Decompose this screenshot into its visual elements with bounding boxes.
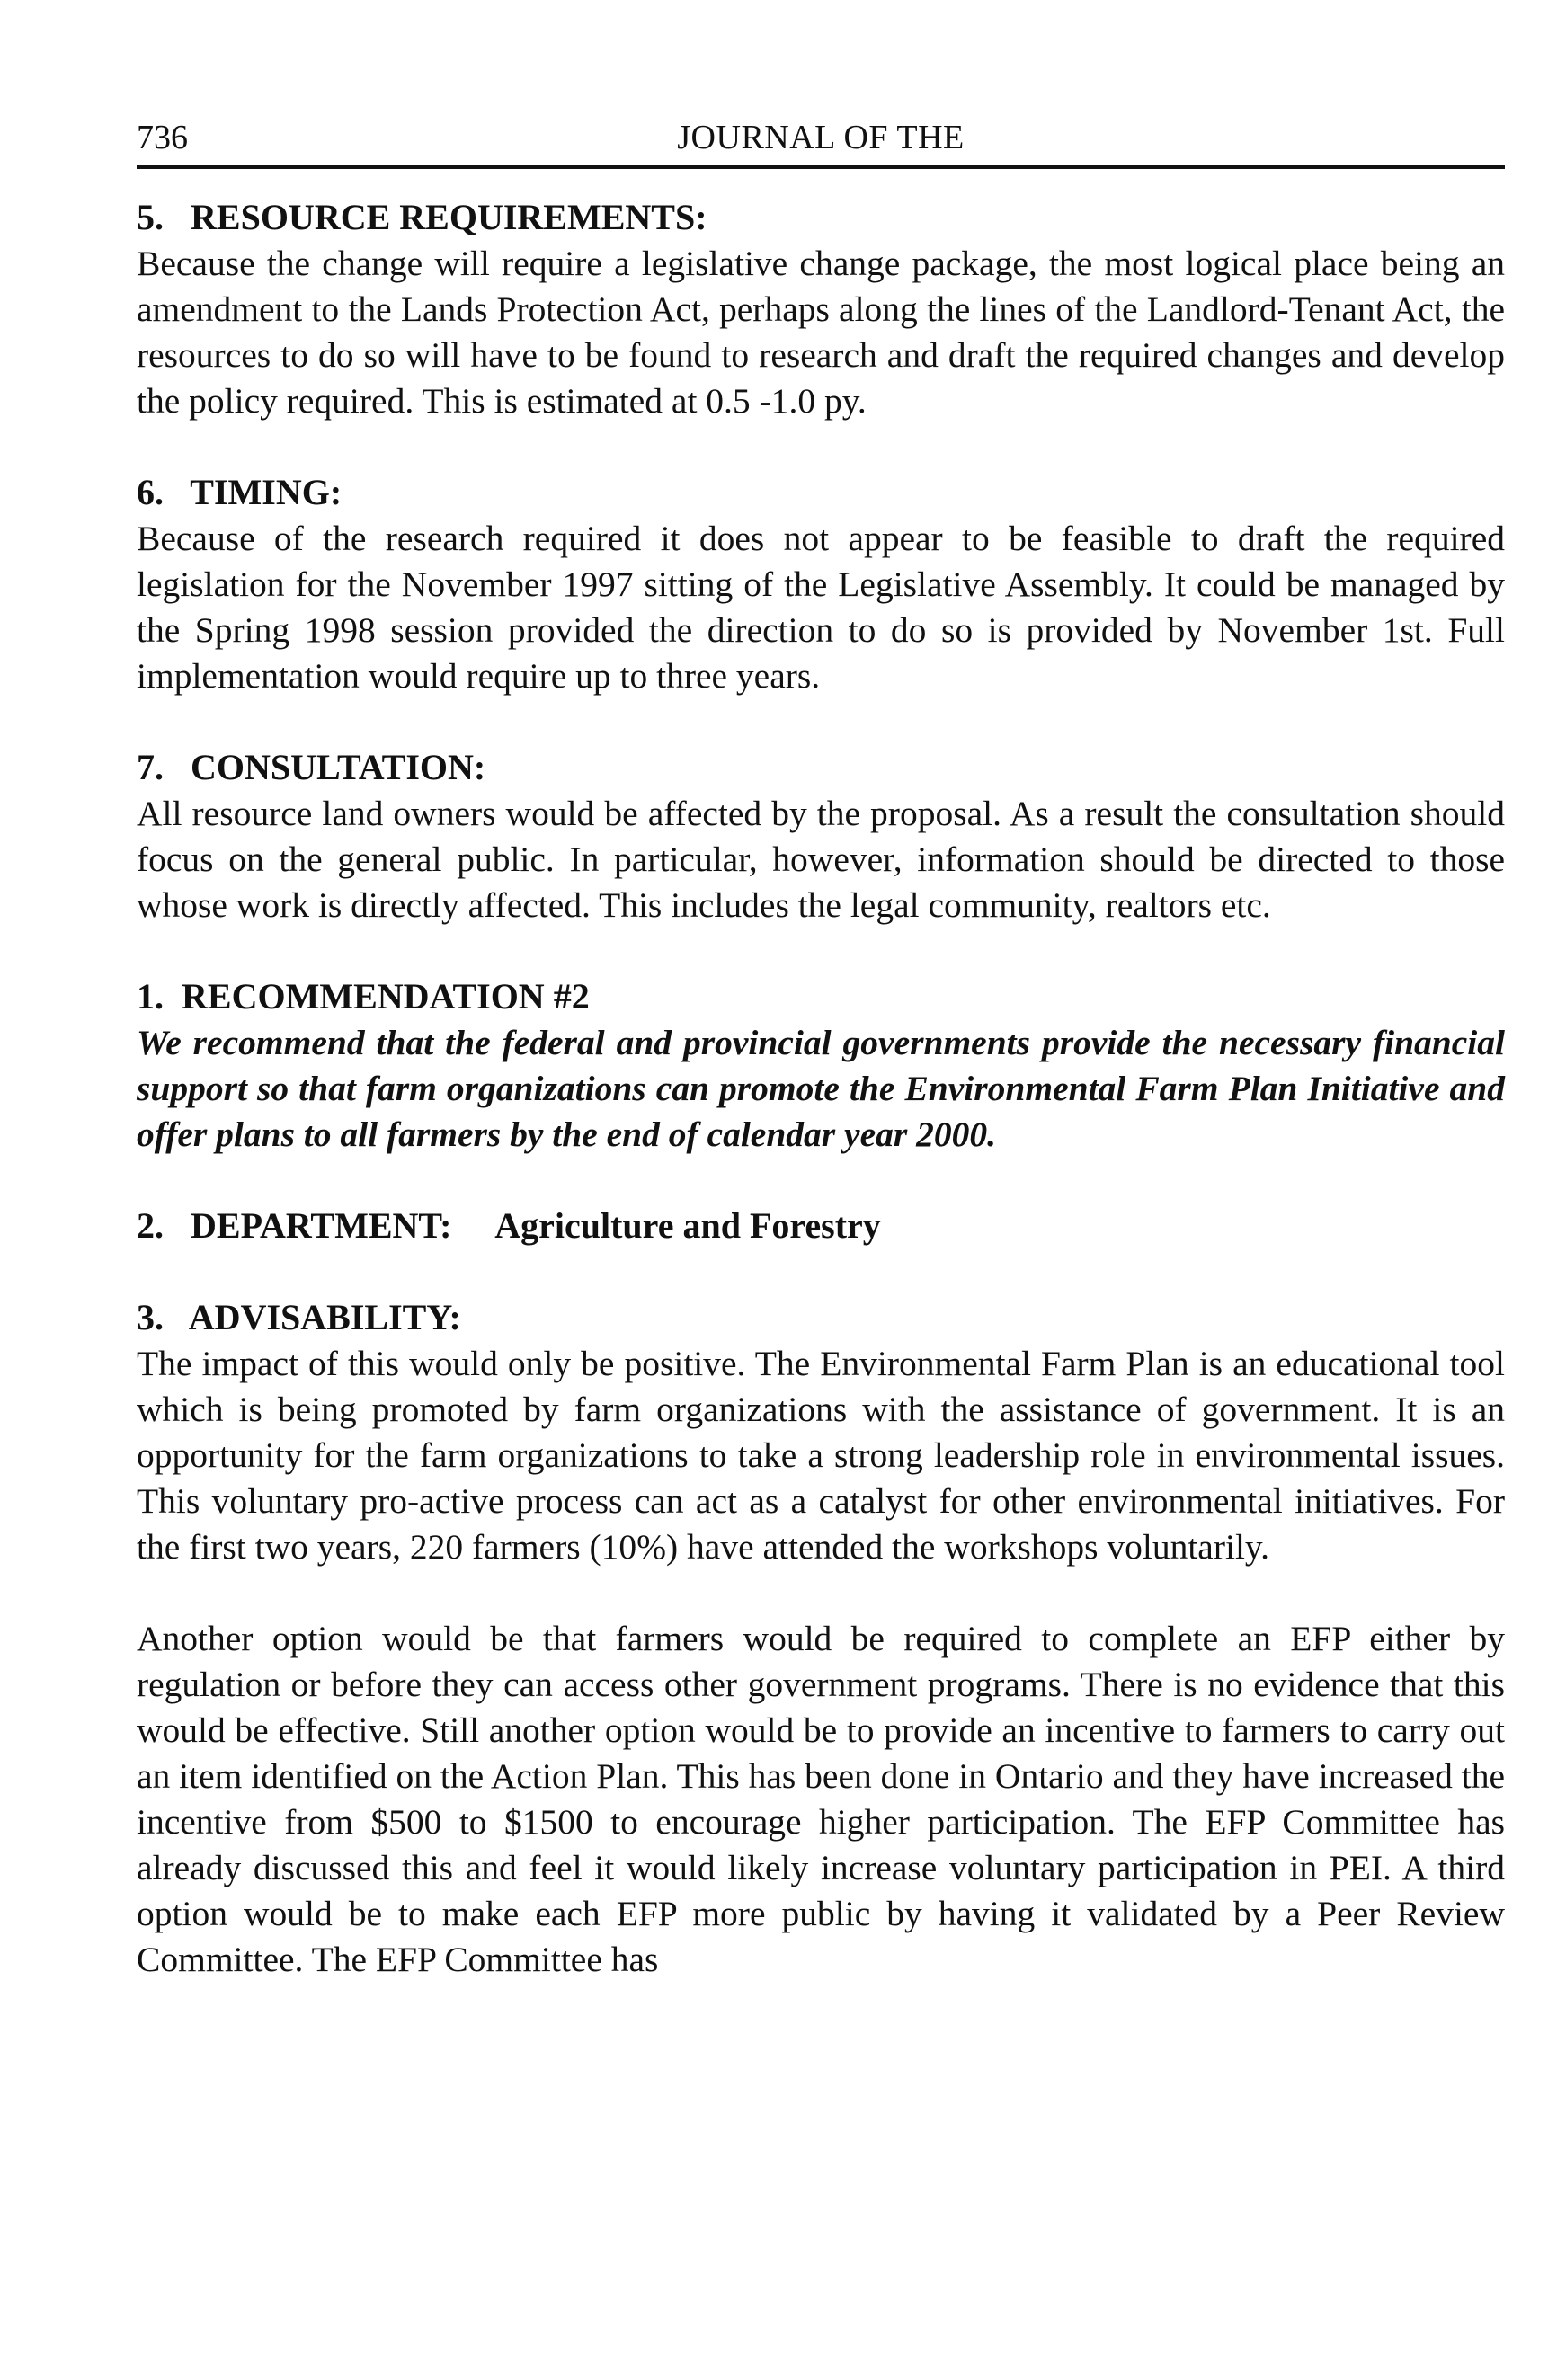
section-number: 7. [137, 747, 164, 787]
running-title: JOURNAL OF THE [677, 119, 965, 156]
section-advisability [137, 1294, 1505, 1983]
section-timing [137, 469, 1505, 699]
section-number: 3. [137, 1297, 164, 1337]
department-value: Agriculture and Forestry [494, 1205, 881, 1246]
section-heading [137, 1294, 1505, 1341]
department-line [137, 1203, 1505, 1249]
section-title: RECOMMENDATION #2 [182, 976, 590, 1017]
section-body: Because the change will require a legislative change package, the most logical place being an amendment to the Lands Protection Act, perhaps along the lines of the Landlord-Tenant Act, the resources to do so will have to be found to research and draft the required changes and develop the policy required. This is estimated at 0.5 -1.0 py. [137, 244, 1505, 421]
section-title: ADVISABILITY: [188, 1297, 461, 1337]
page-number: 736 [137, 119, 188, 156]
section-recommendation [137, 973, 1505, 1158]
section-heading [137, 469, 1505, 516]
section-title: DEPARTMENT: [191, 1205, 452, 1246]
page-header [137, 108, 1505, 164]
section-resource-requirements [137, 194, 1505, 424]
section-heading [137, 973, 1505, 1020]
section-body: The impact of this would only be positive. The Environmental Farm Plan is an educational tool which is being promoted by farm organizations with the assistance of government. It is an opportunity for the farm organizations to take a strong leadership role in environmental issues. This voluntary pro-active process can act as a catalyst for other environmental initiatives. For the first two years, 220 farmers (10%) have attended the workshops voluntarily. [137, 1344, 1505, 1567]
section-number: 6. [137, 472, 164, 512]
section-body: All resource land owners would be affected by the proposal. As a result the consultation should focus on the general public. In particular, however, information should be directed to those whose work is directly affected. This includes the legal community, realtors etc. [137, 794, 1505, 925]
header-rule [137, 165, 1505, 169]
section-body-continued: Another option would be that farmers would be required to complete an EFP either by regulation or before they can access other government programs. There is no evidence that this would be effective. Still another option would be to provide an incentive to farmers to carry out an item identified on the Action Plan. This has been done in Ontario and they have increased the incentive from $500 to $1500 to encourage higher participation. The EFP Committee has already discussed this and feel it would likely increase voluntary participation in PEI. A third option would be to make each EFP more public by having it validated by a Peer Review Committee. The EFP Committee has [137, 1619, 1505, 1979]
section-title: RESOURCE REQUIREMENTS: [191, 197, 707, 237]
section-number: 1. [137, 976, 164, 1017]
section-title: TIMING: [190, 472, 343, 512]
recommendation-text: We recommend that the federal and provincial governments provide the necessary financial support so that farm organizations can promote the Environmental Farm Plan Initiative and offer plans to all farmers by the end of calendar year 2000. [137, 1023, 1505, 1154]
section-heading [137, 744, 1505, 791]
section-number: 5. [137, 197, 164, 237]
section-consultation [137, 744, 1505, 928]
section-body: Because of the research required it does not appear to be feasible to draft the required legislation for the November 1997 sitting of the Legislative Assembly. It could be managed by the Spring 1998 session provided the direction to do so is provided by November 1st. Full implementation would require up to three years. [137, 519, 1505, 696]
section-title: CONSULTATION: [191, 747, 486, 787]
section-department [137, 1203, 1505, 1249]
document-page [137, 108, 1505, 1983]
section-number: 2. [137, 1205, 164, 1246]
section-heading [137, 194, 1505, 241]
